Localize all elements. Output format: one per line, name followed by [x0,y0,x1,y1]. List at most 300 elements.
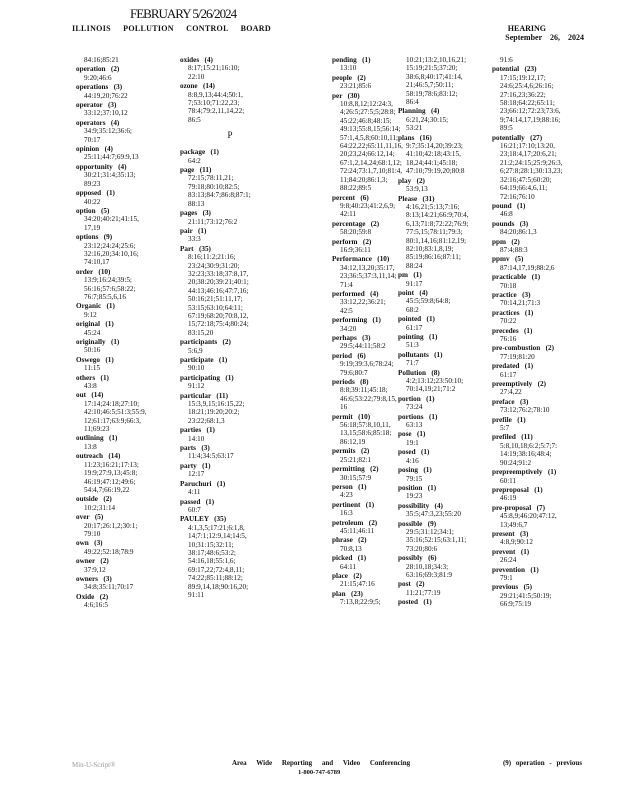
index-page-refs: 34:12,13,20;35:17, 23;36:5;37:3,11,14; 71:4 [340,263,397,289]
index-headword: pertinent (1) [332,500,375,509]
index-entry [492,238,592,255]
index-page-refs: 29:5;44:11;58:2 [340,342,386,351]
index-page-refs: 56:18;57:8,10,11, 13,15;58:6;85:18; 86:12,19 [340,421,392,446]
index-page-refs: 7:13,8;22:9;5; [340,598,381,607]
index-headword: over (5) [76,513,104,522]
index-headword: preproposal (1) [492,485,543,494]
index-page-refs: 9:12 [84,310,97,319]
footer-phone: 1-800-747-6789 [298,769,341,776]
index-headword: Please (31) [398,194,435,203]
index-page-refs: 45:5;59:8;64:8; 68:2 [406,297,451,314]
index-headword: pound (1) [492,201,526,210]
index-headword: party (1) [180,461,211,470]
index-page-refs: 10:8,8,12;12:24:3, 4;26:5;27:5;5;28:8; 45:22;46:8;48:15; 49:13;55:8,15;56:14; 57:1,4,5,8;60:10,11; 64:22,22;65:11,11,16, 20;23,24;66:12,14; 67:1,2,14,24;68:1,12; 72:24;73:1,7,10;81:4, 11;84:20;86:1,3; 88:22;89:5 [340,100,403,193]
header-date-stamp: FEBRUARY 5/26/2024 [130,6,237,21]
index-headword: particular (11) [180,391,228,400]
index-entry [492,583,592,608]
index-headword: permitting (2) [332,465,379,474]
index-headword: pending (1) [332,56,371,64]
index-headword: page (11) [180,166,212,175]
index-headword: people (2) [332,73,366,82]
index-entry [398,466,498,483]
index-headword: pre-proposal (7) [492,503,546,512]
index-page-refs: 17:14;24:18;27:10; 42:10;46:5;51:3;55:9, 12;61:17;63:9;66:3, 11;69:23 [84,399,147,434]
index-entry [492,56,592,64]
index-entry [492,255,592,272]
index-headword: prepreemptively (1) [492,468,557,477]
index-page-refs: 60:11 [500,476,517,485]
index-page-refs: 4:23 [340,491,353,500]
index-page-refs: 71:7 [406,359,419,368]
index-headword: participants (2) [180,338,231,347]
index-page-refs: 70:8,13 [340,544,362,553]
index-headword: operation (2) [76,65,120,74]
section-letter: P [227,130,233,141]
index-page-refs: 44:19,20;76:22 [84,91,128,100]
index-headword: pre-combustion (2) [492,344,554,353]
index-entry [492,486,592,503]
index-headword: pollutants (1) [398,350,443,359]
index-entry [76,101,176,118]
index-headword: Oxide (2) [76,592,109,601]
index-page-refs: 91:12 [188,382,205,391]
index-entry [76,513,176,538]
index-headword: ppmv (5) [492,255,524,264]
index-page-refs: 87:14,17,19;88:2,6 [500,263,555,272]
index-page-refs: 79:1 [500,573,513,582]
index-headword: Planning (4) [398,107,440,116]
index-page-refs: 35:5;47:3,23;55:20 [406,510,461,519]
index-headword: Paruchuri (1) [180,479,226,488]
index-page-refs: 9:20;46:6 [84,73,112,82]
index-entry [180,356,280,373]
index-headword: point (4) [398,288,428,297]
index-headword: parties (1) [180,426,215,435]
index-page-refs: 51:3 [406,341,419,350]
index-entry [76,374,176,391]
index-page-refs: 28:10,18;34:3; 63:16;69:3;81:9 [406,562,452,579]
index-headword: Part (35) [180,244,211,253]
index-page-refs: 25:21;82:1 [340,455,372,464]
index-page-refs: 5:8,10,18;6:2;5:7;7: 14:19;38:16;48:4; 90:24;91:2 [500,441,558,467]
index-page-refs: 9:7;35:14,20;39:23; 41:10;42:18;43:15, 18,24;44:1;45:18; 47:10;79:19,20;80:8 [406,142,465,176]
index-page-refs: 19:1 [406,438,419,447]
index-page-refs: 60:7 [188,505,201,514]
index-entry [492,468,592,485]
index-headword: others (1) [76,373,109,382]
index-page-refs: 33:12,22;36:21; 42:5 [340,298,386,315]
index-headword: practice (3) [492,290,531,299]
index-entry [180,462,280,479]
index-page-refs: 19:23 [406,492,423,501]
index-page-refs: 91:6 [500,56,513,64]
index-headword: percentage (2) [332,219,380,228]
index-page-refs: 5:6,9 [188,346,203,355]
index-entry [398,580,498,597]
index-headword: preemptively (2) [492,380,546,389]
index-headword: prefile (1) [492,415,526,424]
footer-brand: Min-U-Script® [72,761,116,769]
index-headword: precedes (1) [492,326,533,335]
index-entry [76,268,176,302]
index-entry [180,444,280,461]
index-entry [180,148,280,165]
index-page-refs: 23:21;85:6 [340,82,372,91]
index-column-5 [492,56,592,610]
index-headword: petroleum (2) [332,518,378,527]
index-headword: option (5) [76,206,110,215]
index-entry [180,426,280,443]
footer-company: Area Wide Reporting and Video Conferencing [232,759,411,767]
index-entry [180,209,280,226]
index-page-refs: 64:11 [340,562,357,571]
index-entry [180,82,280,124]
index-entry [398,195,498,271]
index-headword: picked (1) [332,554,367,563]
index-page-refs: 49:22;52:18;78:9 [84,547,134,556]
index-headword: plan (23) [332,589,363,598]
index-headword: posing (1) [398,466,432,475]
index-headword: place (2) [332,571,362,580]
index-page-refs: 45:24 [84,328,101,337]
index-entry [492,273,592,290]
index-headword: possible (9) [398,519,437,528]
index-page-refs: 76:16 [500,335,517,343]
index-page-refs: 46:19 [500,494,517,503]
index-page-refs: 33:12;37:10,12 [84,109,128,118]
index-entry [492,344,592,361]
index-entry [492,433,592,467]
index-headword: parts (3) [180,444,210,453]
index-page-refs: 4:2;13:12;23:50:10; 70:14,19;21;71:2 [406,377,464,394]
index-headword: post (2) [398,580,425,589]
index-page-refs: 45:8,9;46:20;47:12, 13;49:6,7 [500,512,557,529]
index-page-refs: 73:12;76:2;78:10 [500,406,550,415]
index-page-refs: 9:8;40:23;41:2,6,9; 42:11 [340,201,396,219]
index-headword: owners (3) [76,574,112,583]
index-entry [398,134,498,176]
index-page-refs: 11:23;16:21;17:13; 19:9;27:9,13;45:8; 46:19;47:12;49:6; 54:4,7;66:19,22 [84,460,139,494]
index-headword: operator (3) [76,101,117,110]
index-headword: ozone (14) [180,82,215,91]
index-page-refs: 17:15;19:12,17; 24:6;25:4,6;26:16; 27:16,23;36:22; 58:18;64:22;65:11; 23;66:12;72:23;73:6, 9;74:14,17,19;88:16; 89:5 [500,73,561,133]
index-entry [492,202,592,219]
index-page-refs: 90:10 [188,364,205,373]
index-headword: originally (1) [76,338,120,346]
index-entry [398,369,498,394]
index-headword: ppm (2) [492,237,520,246]
index-page-refs: 6:21,24;30:15; 53:21 [406,115,449,133]
index-column-4 [398,56,498,608]
index-page-refs: 8:8;39:11;45:18; 46:6;53:22;79:8,15, 16 [340,386,397,412]
index-page-refs: 11:15 [84,364,101,373]
index-headword: portion (1) [398,394,435,403]
index-entry [180,392,280,426]
index-entry [76,119,176,144]
index-page-refs: 46:8 [500,210,513,219]
index-entry [398,333,498,350]
header-board-name: ILLINOIS POLLUTION CONTROL BOARD [72,24,271,33]
index-page-refs: 61:17 [500,370,517,379]
index-page-refs: 10:21;13:2,10,16,21; 15:19;21:5;37:20; 38:6,8;40:17;41:14, 21;46:5,7;50:11; 58:19;78:6;83:12; 86:4 [406,56,467,107]
index-entry [492,548,592,565]
index-page-refs: 30:15;57:9 [340,473,372,482]
index-entry [492,65,592,132]
index-entry [76,302,176,319]
index-headword: pair (1) [180,226,207,235]
index-page-refs: 8:16;11:2;21:16; 23:24;30:9;31:20; 32:23;33:18;37:8,17, 20;38:20;39:21;40:1; 44:13;46:16;47:7,16; 50:16;21;51:11,17; 53:15;63:10;64:11; 67:19;68:20;70:8,12, 15;72:18;75:4;80:24; 83:15,20 [188,253,249,337]
index-page-refs: 16:3 [340,509,353,518]
index-page-refs: 50:16 [84,346,101,355]
index-entry [76,320,176,337]
index-entry [180,56,280,81]
index-entry [492,416,592,433]
index-headword: participating (1) [180,373,234,382]
index-headword: preface (3) [492,397,529,406]
index-entry [398,271,498,288]
index-page-refs: 34:20 [340,324,357,333]
index-page-refs: 8:8,9,13;44:4;50:1, 7;53:10;71:22,23; 78:4;79:2,11,14,22; 86:5 [188,90,245,124]
index-headword: out (14) [76,391,104,400]
index-entry [180,166,280,208]
index-headword: Oswego (1) [76,355,114,364]
index-headword: perform (2) [332,237,372,246]
index-entry [398,56,498,106]
index-entry [398,520,498,554]
index-entry [76,391,176,433]
index-entry [492,220,592,237]
index-headword: potential (23) [492,65,537,74]
index-headword: oxides (4) [180,56,213,64]
word-index [0,56,618,736]
index-entry [492,362,592,379]
index-headword: perhaps (3) [332,334,371,342]
index-headword: prevention (1) [492,565,539,574]
index-page-refs: 29:21;41:5;50:19; 66:9;75:19 [500,591,552,609]
index-page-refs: 73:24 [406,403,423,412]
index-entry [492,134,592,201]
index-page-refs: 72:15;78:11,21; 79:18;80:10;82:5; 83:13;84:7;86:8;87:1; 88:13 [188,174,251,208]
index-page-refs: 37:9,12 [84,565,106,574]
index-entry [180,515,280,599]
index-headword: order (10) [76,267,111,276]
index-entry [76,495,176,512]
index-page-refs: 21:11;73:12;76:2 [188,217,238,226]
index-headword: own (3) [76,539,103,548]
index-headword: opinion (4) [76,145,113,154]
index-page-refs: 27:4,22 [500,388,522,397]
header-hearing-label: HEARING [507,24,546,33]
index-headword: performing (1) [332,316,381,325]
index-headword: prevent (1) [492,547,530,556]
index-page-refs: 43:8 [84,382,97,391]
index-headword: portions (1) [398,412,438,421]
index-headword: participate (1) [180,356,228,364]
index-entry [76,207,176,232]
index-headword: position (1) [398,483,437,492]
index-headword: posed (1) [398,448,430,457]
index-headword: plans (16) [398,133,432,142]
index-entry [76,65,176,82]
index-column-2 [180,56,280,600]
index-entry [76,557,176,574]
index-headword: present (3) [492,529,529,538]
index-headword: play (2) [398,176,425,185]
index-headword: PAULEY (35) [180,515,227,524]
index-page-refs: 84:20;86:1,3 [500,228,537,237]
index-page-refs: 5:7 [500,424,510,433]
index-page-refs: 25:11;44:7;69:9,13 [84,153,139,162]
index-entry [76,338,176,355]
index-page-refs: 91:17 [406,279,423,288]
index-headword: practicable (1) [492,273,541,282]
index-headword: operators (4) [76,118,120,127]
footer-page-range: (9) operation - previous [502,759,582,767]
index-entry [398,554,498,579]
index-entry [180,374,280,391]
index-page-refs: 87:4;88:3 [500,245,528,254]
index-entry [76,145,176,162]
index-page-refs: 26:24 [500,556,517,565]
index-page-refs: 70:22 [500,317,517,326]
index-entry [180,245,280,337]
index-entry [180,498,280,515]
index-page-refs: 30:21;31:4;35:13; 89:23 [84,171,136,188]
index-headword: prefiled (11) [492,433,533,442]
index-page-refs: 53:9,13 [406,185,428,194]
index-headword: package (1) [180,148,219,157]
index-entry [492,566,592,583]
index-entry [398,430,498,447]
index-entry [76,163,176,188]
index-entry [76,83,176,100]
index-page-refs: 4:16,21;5:13;7:16; 8:13;14:21;66:9;70:4, 6,13;71:8;72:22;76:9; 77:5,15;78:11;79:3; 80:1,14,16;81:12,19; 82:10;83:1,8,19; 85:19;86:16;87:11; 88:24 [406,202,469,270]
index-page-refs: 63:13 [406,421,423,430]
index-page-refs: 15:3,9,15;16:15,22; 18:21;19:20;20:2; 23:22;68:1,3 [188,400,245,425]
index-entry [180,338,280,355]
index-entry [76,593,176,610]
index-page-refs: 4:8,9;90:12 [500,538,533,547]
index-page-refs: 79:15 [406,474,423,483]
index-entry [492,380,592,397]
index-headword: pose (1) [398,430,426,439]
index-headword: Organic (1) [76,302,115,311]
index-page-refs: 20:17;26:1,2;30:1; 79:10 [84,521,138,538]
index-headword: pounds (3) [492,219,529,228]
index-headword: passed (1) [180,497,215,506]
index-entry [398,177,498,194]
index-entry [76,539,176,556]
index-entry [398,448,498,465]
index-page-refs: 8:17;15:21;16:10; 22:10 [188,64,240,81]
index-headword: percent (6) [332,193,369,202]
index-headword: person (1) [332,482,367,491]
index-page-refs: 84:16;85:21 [84,56,119,64]
index-headword: operations (3) [76,83,123,92]
index-page-refs: 34:20;40:21;41:15, 17,19 [84,215,139,232]
index-page-refs: 4:11 [188,488,201,497]
index-page-refs: 13:9;16:24;39:5; 56:16;57:6;58:22; 76:7;85:5,6,16 [84,276,136,301]
index-headword: original (1) [76,320,114,329]
index-entry [492,327,592,344]
index-entry [76,356,176,373]
index-headword: possibly (6) [398,554,437,563]
index-entry [492,309,592,326]
index-page-refs: 29:5;31:12;34:1; 35:16;52:15;63:1,11; 73:20;80:6 [406,527,467,553]
index-entry [398,351,498,368]
index-headword: owner (2) [76,557,109,566]
header-hearing-date: September 26, 2024 [505,33,584,42]
index-page-refs: 23:12;24:24;25:6; 32:16,20;34:10,16; 74:10,17 [84,241,139,267]
index-entry [76,452,176,494]
index-entry [398,413,498,430]
index-page-refs: 77:19;81:20 [500,352,535,361]
index-entry [398,395,498,412]
index-page-refs: 16:21;17:10;13:20, 23;18:4,17;20:6,21; 21:2;24:15;25:9;26:3, 6;27:8;28:1;30:13,23; 32:16;47:5;60:20; 64:19;66:4,6,11; 72:16;76:10 [500,142,563,201]
index-entry [180,227,280,244]
index-page-refs: 4:6;16:5 [84,601,108,610]
index-entry [492,504,592,529]
index-entry [76,56,176,64]
index-entry [398,484,498,501]
index-entry [76,189,176,206]
index-page-refs: 16:9;36:11 [340,245,371,254]
index-entry [180,480,280,497]
index-headword: pm (1) [398,271,422,280]
index-entry [398,107,498,132]
index-headword: permit (10) [332,412,371,421]
index-headword: pointing (1) [398,333,438,341]
index-page-refs: 64:2 [188,156,201,165]
index-entry [492,530,592,547]
index-headword: periods (8) [332,378,369,387]
index-page-refs: 13:8 [84,442,97,451]
index-page-refs: 70:14,21;71:3 [500,299,541,308]
index-entry [398,315,498,332]
index-page-refs: 4:16 [406,456,419,465]
index-headword: phrase (2) [332,536,367,545]
index-page-refs: 34:9;35:12;36:6; 70:17 [84,127,132,144]
index-page-refs: 70:18 [500,281,517,290]
index-entry [76,434,176,451]
index-headword: opportunity (4) [76,162,127,171]
index-entry [398,598,498,606]
index-entry [76,233,176,267]
index-page-refs: 11:21;77:19 [406,588,441,597]
index-headword: opposed (1) [76,189,115,198]
index-column-1 [76,56,176,611]
index-page-refs: 40:22 [84,197,101,206]
index-headword: Performance (10) [332,255,390,264]
index-entry [398,502,498,519]
index-headword: potentially (27) [492,133,543,142]
index-page-refs: 12:17 [188,470,205,479]
index-page-refs: 14:10 [188,434,205,443]
index-page-refs: 34:8;35:11;70:17 [84,583,134,592]
index-headword: posted (1) [398,598,432,607]
index-page-refs: 45:11;46:11 [340,526,375,535]
index-entry [398,289,498,314]
index-page-refs: 9:19;39:3,6;78:24; 79:6;80:7 [340,360,394,377]
index-entry [492,291,592,308]
index-entry [76,575,176,592]
index-headword: per (30) [332,91,360,100]
index-headword: outreach (14) [76,452,121,461]
index-headword: options (9) [76,233,113,242]
index-headword: period (6) [332,351,366,360]
index-headword: previous (5) [492,583,532,592]
index-headword: predated (1) [492,362,534,371]
